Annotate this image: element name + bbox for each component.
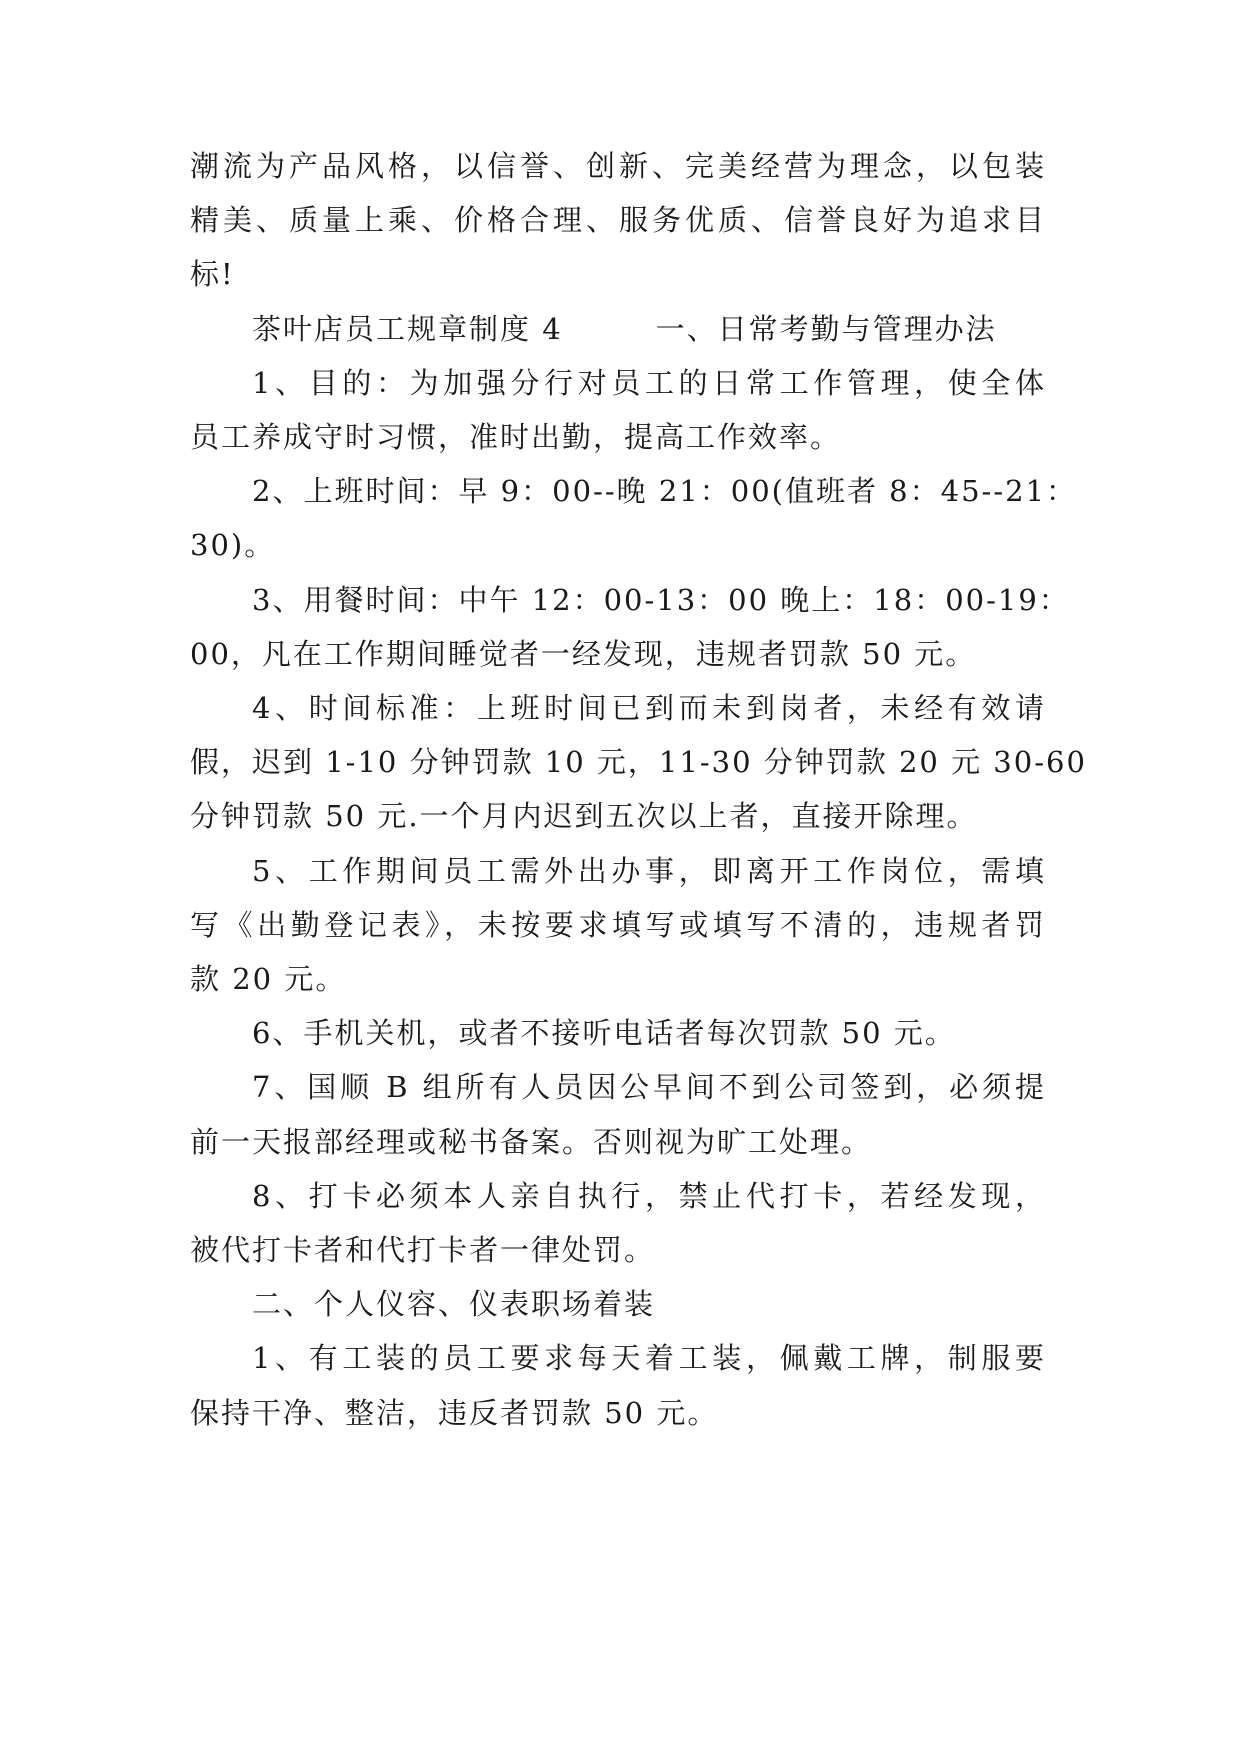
text-line: 精美、质量上乘、价格合理、服务优质、信誉良好为追求目 [190, 203, 1046, 237]
text-line: 分钟罚款 50 元.一个月内迟到五次以上者，直接开除理。 [190, 799, 978, 833]
text-line: 潮流为产品风格，以信誉、创新、完美经营为理念，以包装 [190, 149, 1046, 183]
text-line: 6、手机关机，或者不接听电话者每次罚款 50 元。 [252, 1016, 956, 1050]
text-line: 4、时间标准：上班时间已到而未到岗者，未经有效请 [252, 691, 1046, 725]
text-line: 前一天报部经理或秘书备案。否则视为旷工处理。 [190, 1125, 873, 1159]
text-line: 3、用餐时间：中午 12：00-13：00 晚上：18：00-19： [252, 583, 1070, 617]
text-line: 00，凡在工作期间睡觉者一经发现，违规者罚款 50 元。 [190, 637, 977, 671]
text-line: 30)。 [190, 528, 276, 562]
text-line: 标! [190, 257, 235, 291]
text-line: 7、国顺 B 组所有人员因公早间不到公司签到，必须提 [252, 1070, 1046, 1104]
text-line: 1、有工装的员工要求每天着工装，佩戴工牌，制服要 [252, 1341, 1046, 1375]
text-line: 保持干净、整洁，违反者罚款 50 元。 [190, 1396, 719, 1430]
text-line: 5、工作期间员工需外出办事，即离开工作岗位，需填 [252, 854, 1046, 888]
text-line: 款 20 元。 [190, 962, 347, 996]
text-line: 1、目的：为加强分行对员工的日常工作管理，使全体 [252, 366, 1046, 400]
text-line: 被代打卡者和代打卡者一律处罚。 [190, 1233, 656, 1267]
text-line: 8、打卡必须本人亲自执行，禁止代打卡，若经发现， [252, 1179, 1046, 1213]
text-line: 假，迟到 1-10 分钟罚款 10 元，11-30 分钟罚款 20 元 30-60 [190, 745, 1087, 779]
section-heading: 茶叶店员工规章制度 4 一、日常考勤与管理办法 [252, 312, 997, 346]
text-line: 员工养成守时习惯，准时出勤，提高工作效率。 [190, 420, 842, 454]
section-heading: 二、个人仪容、仪表职场着装 [252, 1287, 656, 1321]
text-line: 写《出勤登记表》，未按要求填写或填写不清的，违规者罚 [190, 908, 1046, 942]
text-line: 2、上班时间：早 9：00--晚 21：00(值班者 8：45--21： [252, 474, 1078, 508]
